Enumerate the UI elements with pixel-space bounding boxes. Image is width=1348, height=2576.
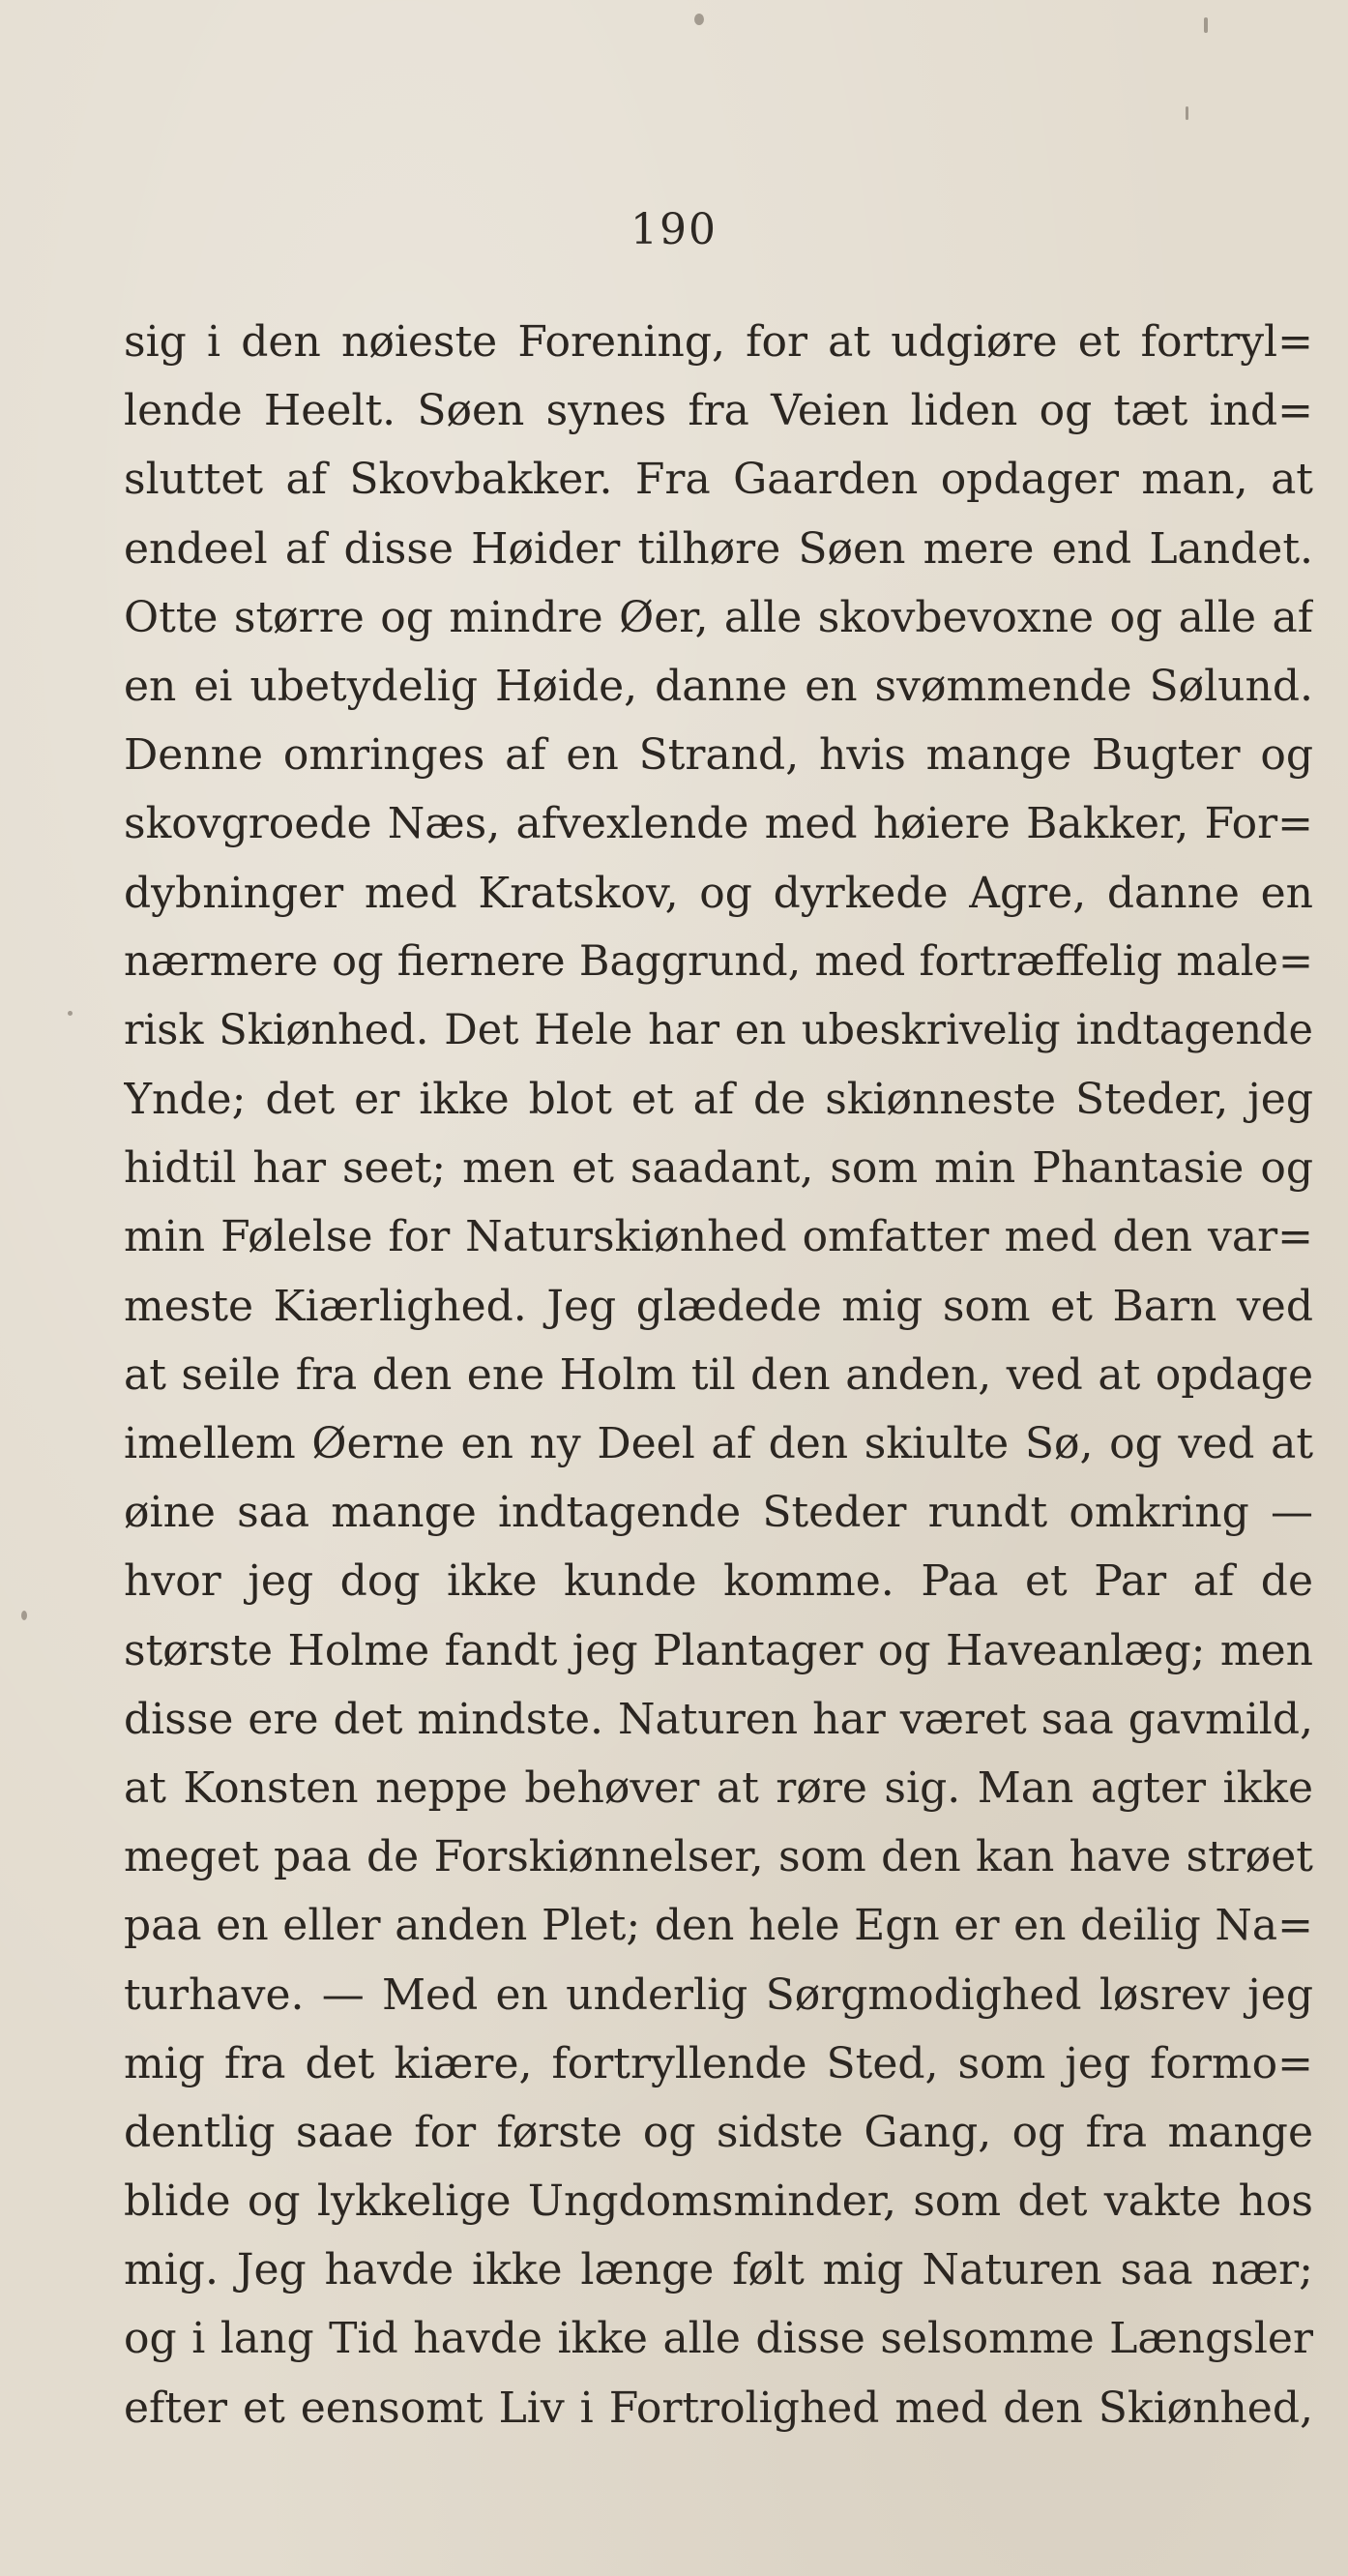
text-line: og i lang Tid havde ikke alle disse selsomme Længsler (124, 2314, 1313, 2364)
text-line: sig i den nøieste Forening, for at udgiøre et fortryl= (124, 317, 1313, 367)
ink-speck (68, 1011, 73, 1016)
text-line: øine saa mange indtagende Steder rundt omkring — (124, 1488, 1313, 1538)
text-line: en ei ubetydelig Høide, danne en svømmende Sølund. (124, 661, 1313, 711)
text-line: Denne omringes af en Strand, hvis mange Bugter og (124, 730, 1313, 781)
ink-speck (1204, 17, 1208, 33)
text-line: blide og lykkelige Ungdomsminder, som det vakte hos (124, 2176, 1313, 2227)
text-line: dentlig saae for første og sidste Gang, og fra mange (124, 2107, 1313, 2157)
text-line: skovgroede Næs, afvexlende med høiere Bakker, For= (124, 799, 1313, 849)
text-line: meget paa de Forskiønnelser, som den kan have strøet (124, 1832, 1313, 1882)
text-line: lende Heelt. Søen synes fra Veien liden og tæt ind= (124, 386, 1313, 436)
text-line: Ynde; det er ikke blot et af de skiønneste Steder, jeg (124, 1075, 1313, 1125)
text-line: paa en eller anden Plet; den hele Egn er en deilig Na= (124, 1901, 1313, 1951)
text-line: endeel af disse Høider tilhøre Søen mere end Landet. (124, 523, 1313, 574)
text-line: mig. Jeg havde ikke længe følt mig Naturen saa nær; (124, 2245, 1313, 2295)
text-line: meste Kiærlighed. Jeg glædede mig som et Barn ved (124, 1281, 1313, 1331)
text-line: min Følelse for Naturskiønhed omfatter med den var= (124, 1212, 1313, 1262)
text-line: risk Skiønhed. Det Hele har en ubeskrivelig indtagende (124, 1005, 1313, 1054)
text-line: nærmere og fiernere Baggrund, med fortræffelig male= (124, 936, 1313, 986)
text-line: dybninger med Kratskov, og dyrkede Agre, danne en (124, 868, 1313, 918)
text-line: efter et eensomt Liv i Fortrolighed med den Skiønhed, (124, 2383, 1313, 2433)
page-number: 190 (630, 205, 718, 254)
text-line: imellem Øerne en ny Deel af den skiulte Sø, og ved at (124, 1419, 1313, 1468)
text-line: at seile fra den ene Holm til den anden, ved at opdage (124, 1349, 1313, 1400)
body-text (124, 308, 1313, 2443)
text-line: største Holme fandt jeg Plantager og Haveanlæg; men (124, 1625, 1313, 1675)
text-line: sluttet af Skovbakker. Fra Gaarden opdager man, at (124, 455, 1313, 505)
text-line: mig fra det kiære, fortryllende Sted, som jeg formo= (124, 2038, 1313, 2088)
text-line: Otte større og mindre Øer, alle skovbevoxne og alle af (124, 592, 1313, 642)
ink-speck (1186, 106, 1188, 120)
ink-speck (694, 14, 704, 25)
ink-speck (21, 1611, 27, 1620)
text-line: hidtil har seet; men et saadant, som min Phantasie og (124, 1143, 1313, 1194)
text-line: hvor jeg dog ikke kunde komme. Paa et Par af de (124, 1556, 1313, 1607)
text-line: turhave. — Med en underlig Sørgmodighed løsrev jeg (124, 1969, 1313, 2020)
text-line: disse ere det mindste. Naturen har været saa gavmild, (124, 1694, 1313, 1744)
text-line: at Konsten neppe behøver at røre sig. Man agter ikke (124, 1762, 1313, 1813)
